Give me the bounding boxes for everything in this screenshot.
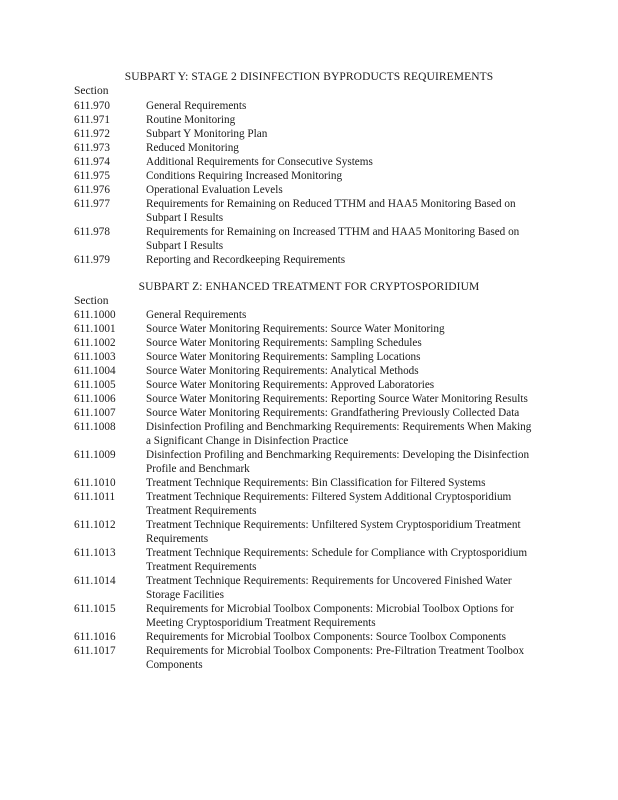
toc-entry — [0, 518, 618, 546]
section-title: Treatment Technique Requirements: Filtered System Additional Cryptosporidium Treatment Requirements — [146, 491, 512, 517]
toc-entry — [0, 476, 618, 490]
section-title: General Requirements — [146, 309, 247, 321]
section-title: General Requirements — [146, 100, 247, 112]
section-title: Treatment Technique Requirements: Schedule for Compliance with Cryptosporidium Treatment Requirements — [146, 547, 528, 573]
section-number: 611.973 — [74, 142, 110, 154]
toc-entry — [0, 350, 618, 364]
section-title: Disinfection Profiling and Benchmarking Requirements: Developing the Disinfection Profile and Benchmark — [146, 449, 530, 475]
toc-entry — [0, 602, 618, 630]
toc-entry — [0, 546, 618, 574]
section-title: Treatment Technique Requirements: Requirements for Uncovered Finished Water Storage Facilities — [146, 575, 512, 601]
section-title: Source Water Monitoring Requirements: Approved Laboratories — [146, 379, 435, 391]
section-title: Reduced Monitoring — [146, 142, 239, 154]
toc-entry — [0, 308, 618, 322]
section-number: 611.1010 — [74, 477, 116, 489]
section-number: 611.970 — [74, 100, 110, 112]
section-number: 611.978 — [74, 226, 110, 238]
toc-entry — [0, 406, 618, 420]
toc-entry — [0, 253, 618, 267]
section-title: Requirements for Microbial Toolbox Components: Microbial Toolbox Options for Meeting Cryptosporidium Treatment Requirements — [146, 603, 514, 629]
toc-entry — [0, 630, 618, 644]
section-number: 611.1007 — [74, 407, 116, 419]
toc-entry — [0, 490, 618, 518]
section-number: 611.1001 — [74, 323, 116, 335]
section-title: Routine Monitoring — [146, 114, 236, 126]
section-number: 611.1008 — [74, 421, 116, 433]
section-number: 611.1011 — [74, 491, 116, 503]
section-number: 611.977 — [74, 198, 110, 210]
subpart-y-section-label: Section — [74, 85, 109, 97]
section-title: Additional Requirements for Consecutive Systems — [146, 156, 373, 168]
section-number: 611.1003 — [74, 351, 116, 363]
toc-entry — [0, 169, 618, 183]
section-number: 611.971 — [74, 114, 110, 126]
toc-entry — [0, 99, 618, 113]
section-number: 611.976 — [74, 184, 110, 196]
section-number: 611.974 — [74, 156, 110, 168]
toc-entry — [0, 225, 618, 253]
section-title: Source Water Monitoring Requirements: Sampling Schedules — [146, 337, 422, 349]
toc-entry — [0, 113, 618, 127]
toc-entry — [0, 155, 618, 169]
section-number: 611.1014 — [74, 575, 116, 587]
section-title: Source Water Monitoring Requirements: Reporting Source Water Monitoring Results — [146, 393, 528, 405]
section-title: Requirements for Microbial Toolbox Components: Pre-Filtration Treatment Toolbox Components — [146, 645, 525, 671]
subpart-y-heading: SUBPART Y: STAGE 2 DISINFECTION BYPRODUCTS REQUIREMENTS — [124, 71, 494, 83]
section-number: 611.1015 — [74, 603, 116, 615]
toc-entry — [0, 364, 618, 378]
toc-entry — [0, 448, 618, 476]
section-title: Treatment Technique Requirements: Bin Classification for Filtered Systems — [146, 477, 486, 489]
section-number: 611.1009 — [74, 449, 116, 461]
section-number: 611.1006 — [74, 393, 116, 405]
subpart-y-entries — [0, 99, 618, 267]
section-number: 611.1004 — [74, 365, 116, 377]
section-title: Requirements for Remaining on Increased TTHM and HAA5 Monitoring Based on Subpart I Results — [146, 226, 520, 252]
section-title: Conditions Requiring Increased Monitoring — [146, 170, 343, 182]
section-title: Treatment Technique Requirements: Unfiltered System Cryptosporidium Treatment Requirements — [146, 519, 521, 545]
toc-entry — [0, 392, 618, 406]
section-number: 611.1016 — [74, 631, 116, 643]
section-title: Source Water Monitoring Requirements: Grandfathering Previously Collected Data — [146, 407, 520, 419]
section-number: 611.1005 — [74, 379, 116, 391]
toc-entry — [0, 574, 618, 602]
toc-entry — [0, 378, 618, 392]
section-title: Subpart Y Monitoring Plan — [146, 128, 268, 140]
section-number: 611.1002 — [74, 337, 116, 349]
toc-entry — [0, 322, 618, 336]
section-title: Requirements for Microbial Toolbox Components: Source Toolbox Components — [146, 631, 507, 643]
toc-entry — [0, 197, 618, 225]
subpart-z-section-label: Section — [74, 295, 109, 307]
section-title: Requirements for Remaining on Reduced TTHM and HAA5 Monitoring Based on Subpart I Results — [146, 198, 516, 224]
section-title: Source Water Monitoring Requirements: Sampling Locations — [146, 351, 421, 363]
toc-entry — [0, 183, 618, 197]
section-title: Operational Evaluation Levels — [146, 184, 283, 196]
section-title: Source Water Monitoring Requirements: Analytical Methods — [146, 365, 419, 377]
toc-entry — [0, 420, 618, 448]
toc-entry — [0, 644, 618, 672]
section-number: 611.975 — [74, 170, 110, 182]
toc-entry — [0, 336, 618, 350]
subpart-z-heading: SUBPART Z: ENHANCED TREATMENT FOR CRYPTOSPORIDIUM — [138, 281, 480, 293]
section-title: Reporting and Recordkeeping Requirements — [146, 254, 346, 266]
section-title: Disinfection Profiling and Benchmarking Requirements: Requirements When Making a Significant Change in Disinfection Practice — [146, 421, 532, 447]
section-number: 611.1000 — [74, 309, 116, 321]
section-title: Source Water Monitoring Requirements: Source Water Monitoring — [146, 323, 445, 335]
section-number: 611.1012 — [74, 519, 116, 531]
section-number: 611.979 — [74, 254, 110, 266]
toc-entry — [0, 127, 618, 141]
section-number: 611.1013 — [74, 547, 116, 559]
section-number: 611.1017 — [74, 645, 116, 657]
subpart-z-entries — [0, 308, 618, 672]
section-number: 611.972 — [74, 128, 110, 140]
toc-entry — [0, 141, 618, 155]
